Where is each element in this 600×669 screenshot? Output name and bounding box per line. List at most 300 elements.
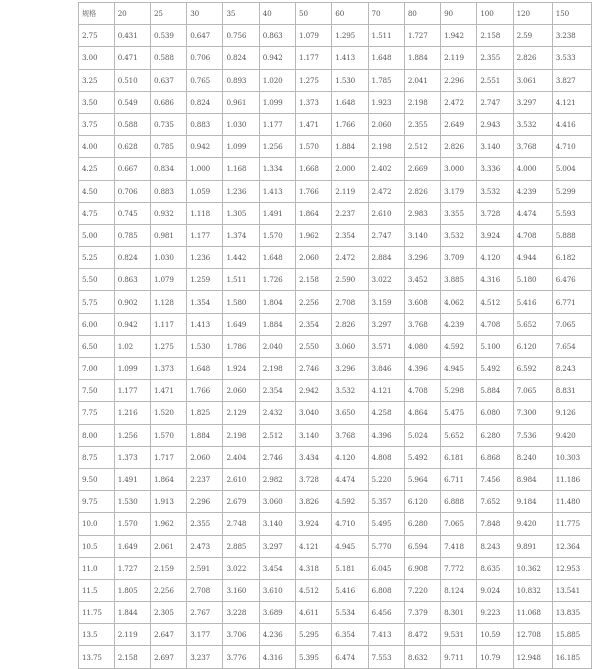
- table-cell: 10.59: [477, 624, 513, 646]
- table-row: [79, 180, 592, 202]
- table-cell: 0.745: [114, 202, 150, 224]
- table-cell: 3.140: [296, 424, 332, 446]
- table-cell: 8.984: [513, 468, 552, 490]
- table-cell: 3.228: [223, 602, 259, 624]
- table-cell: 2.119: [441, 47, 477, 69]
- table-row: [79, 247, 592, 269]
- table-cell: 6.711: [441, 468, 477, 490]
- table-cell: 0.588: [114, 113, 150, 135]
- table-cell: 2.061: [150, 535, 186, 557]
- table-cell: 2.826: [441, 136, 477, 158]
- table-cell: 4.121: [368, 380, 404, 402]
- table-cell: 4.708: [513, 224, 552, 246]
- table-cell: 2.237: [332, 202, 368, 224]
- table-cell: 2.884: [368, 247, 404, 269]
- row-label-cell: 10.5: [79, 535, 115, 557]
- table-cell: 2.826: [332, 313, 368, 335]
- table-cell: 2.826: [404, 180, 440, 202]
- table-cell: 9.024: [477, 579, 513, 601]
- table-cell: 1.570: [259, 224, 295, 246]
- table-cell: 0.981: [150, 224, 186, 246]
- table-cell: 8.831: [552, 380, 591, 402]
- table-cell: 2.472: [368, 180, 404, 202]
- table-cell: 6.476: [552, 269, 591, 291]
- table-row: [79, 291, 592, 313]
- table-cell: 7.413: [368, 624, 404, 646]
- table-cell: 2.708: [187, 579, 223, 601]
- table-cell: 6.456: [368, 602, 404, 624]
- table-cell: 1.884: [187, 424, 223, 446]
- table-row: [79, 380, 592, 402]
- table-cell: 3.237: [187, 646, 223, 668]
- table-cell: 9.420: [552, 424, 591, 446]
- table-cell: 3.336: [477, 158, 513, 180]
- table-cell: 4.474: [513, 202, 552, 224]
- table-cell: 1.177: [259, 113, 295, 135]
- table-cell: 2.746: [296, 358, 332, 380]
- table-cell: 3.532: [477, 180, 513, 202]
- table-cell: 3.768: [404, 313, 440, 335]
- table-cell: 2.610: [368, 202, 404, 224]
- table-cell: 1.373: [296, 91, 332, 113]
- table-cell: 0.902: [114, 291, 150, 313]
- table-row: [79, 446, 592, 468]
- table-cell: 8.301: [441, 602, 477, 624]
- table-cell: 1.570: [296, 136, 332, 158]
- table-cell: 4.121: [552, 91, 591, 113]
- table-cell: 1.530: [187, 335, 223, 357]
- table-cell: 6.120: [513, 335, 552, 357]
- table-cell: 2.158: [296, 269, 332, 291]
- table-cell: 4.318: [296, 557, 332, 579]
- table-cell: 6.592: [513, 358, 552, 380]
- table-cell: 2.512: [404, 136, 440, 158]
- table-cell: 1.128: [150, 291, 186, 313]
- table-cell: 4.236: [259, 624, 295, 646]
- table-cell: 16.185: [552, 646, 591, 668]
- table-cell: 1.413: [187, 313, 223, 335]
- table-cell: 1.520: [150, 402, 186, 424]
- table-cell: 1.884: [259, 313, 295, 335]
- table-cell: 1.884: [332, 136, 368, 158]
- table-cell: 1.648: [332, 91, 368, 113]
- table-cell: 4.239: [441, 313, 477, 335]
- table-cell: 1.216: [114, 402, 150, 424]
- table-cell: 1.648: [259, 247, 295, 269]
- table-cell: 3.296: [404, 247, 440, 269]
- table-cell: 7.065: [513, 380, 552, 402]
- table-cell: 0.756: [223, 25, 259, 47]
- header-cell: 120: [513, 3, 552, 25]
- table-cell: 3.179: [441, 180, 477, 202]
- table-cell: 11.480: [552, 491, 591, 513]
- table-cell: 0.735: [150, 113, 186, 135]
- table-cell: 1.374: [223, 224, 259, 246]
- table-cell: 3.452: [404, 269, 440, 291]
- row-label-cell: 13.5: [79, 624, 115, 646]
- table-cell: 3.022: [223, 557, 259, 579]
- table-cell: 1.177: [296, 47, 332, 69]
- table-cell: 3.060: [259, 491, 295, 513]
- table-cell: 1.334: [259, 158, 295, 180]
- table-cell: 0.883: [187, 113, 223, 135]
- table-row: [79, 579, 592, 601]
- table-cell: 0.471: [114, 47, 150, 69]
- table-cell: 3.454: [259, 557, 295, 579]
- row-label-cell: 10.0: [79, 513, 115, 535]
- table-cell: 2.590: [332, 269, 368, 291]
- table-cell: 7.553: [368, 646, 404, 668]
- table-cell: 3.608: [404, 291, 440, 313]
- table-cell: 2.256: [296, 291, 332, 313]
- table-cell: 7.848: [477, 513, 513, 535]
- table-cell: 1.020: [259, 69, 295, 91]
- table-cell: 2.296: [187, 491, 223, 513]
- table-cell: 1.177: [187, 224, 223, 246]
- table-cell: 1.099: [259, 91, 295, 113]
- table-cell: 5.004: [552, 158, 591, 180]
- table-cell: 3.532: [441, 224, 477, 246]
- table-cell: 1.844: [114, 602, 150, 624]
- table-cell: 0.667: [114, 158, 150, 180]
- table-cell: 5.395: [296, 646, 332, 668]
- table-cell: 2.983: [404, 202, 440, 224]
- table-cell: 2.512: [259, 424, 295, 446]
- header-cell: 90: [441, 3, 477, 25]
- header-cell: 25: [150, 3, 186, 25]
- table-cell: 2.472: [441, 91, 477, 113]
- table-cell: 8.632: [404, 646, 440, 668]
- table-cell: 2.746: [259, 446, 295, 468]
- header-cell: 30: [187, 3, 223, 25]
- table-cell: 2.041: [404, 69, 440, 91]
- table-cell: 0.883: [150, 180, 186, 202]
- header-cell: 150: [552, 3, 591, 25]
- row-label-cell: 4.75: [79, 202, 115, 224]
- table-cell: 1.275: [296, 69, 332, 91]
- table-cell: 5.888: [552, 224, 591, 246]
- table-cell: 1.491: [259, 202, 295, 224]
- table-cell: 1.649: [114, 535, 150, 557]
- table-cell: 2.679: [223, 491, 259, 513]
- table-cell: 7.379: [404, 602, 440, 624]
- row-label-cell: 7.50: [79, 380, 115, 402]
- table-cell: 1.923: [368, 91, 404, 113]
- table-row: [79, 358, 592, 380]
- table-body: [79, 25, 592, 668]
- table-row: [79, 424, 592, 446]
- table-cell: 2.159: [150, 557, 186, 579]
- table-cell: 10.832: [513, 579, 552, 601]
- table-row: [79, 402, 592, 424]
- table-cell: 7.065: [552, 313, 591, 335]
- table-cell: 2.591: [187, 557, 223, 579]
- table-cell: 2.982: [259, 468, 295, 490]
- table-cell: 0.431: [114, 25, 150, 47]
- table-cell: 2.473: [187, 535, 223, 557]
- table-row: [79, 224, 592, 246]
- table-cell: 2.129: [223, 402, 259, 424]
- table-cell: 1.236: [187, 247, 223, 269]
- table-cell: 0.863: [259, 25, 295, 47]
- spec-weight-table: [78, 2, 592, 669]
- table-cell: 1.413: [259, 180, 295, 202]
- table-cell: 3.728: [296, 468, 332, 490]
- row-label-cell: 2.75: [79, 25, 115, 47]
- table-row: [79, 47, 592, 69]
- table-cell: 3.776: [223, 646, 259, 668]
- table-cell: 5.534: [332, 602, 368, 624]
- table-cell: 3.689: [259, 602, 295, 624]
- table-cell: 4.708: [477, 313, 513, 335]
- table-cell: 1.570: [150, 424, 186, 446]
- table-cell: 6.120: [404, 491, 440, 513]
- row-label-cell: 13.75: [79, 646, 115, 668]
- table-cell: 0.824: [114, 247, 150, 269]
- table-row: [79, 491, 592, 513]
- table-cell: 1.727: [404, 25, 440, 47]
- table-cell: 3.140: [404, 224, 440, 246]
- table-cell: 1.942: [441, 25, 477, 47]
- table-cell: 4.710: [552, 136, 591, 158]
- row-label-cell: 6.50: [79, 335, 115, 357]
- table-cell: 1.570: [114, 513, 150, 535]
- table-cell: 2.551: [477, 69, 513, 91]
- table-cell: 0.510: [114, 69, 150, 91]
- table-cell: 9.531: [441, 624, 477, 646]
- table-cell: 5.593: [552, 202, 591, 224]
- table-cell: 2.305: [150, 602, 186, 624]
- table-cell: 1.511: [223, 269, 259, 291]
- table-cell: 1.354: [187, 291, 223, 313]
- table-cell: 3.159: [368, 291, 404, 313]
- table-cell: 1.259: [187, 269, 223, 291]
- table-cell: 0.785: [150, 136, 186, 158]
- table-cell: 2.355: [477, 47, 513, 69]
- table-cell: 1.766: [296, 180, 332, 202]
- table-cell: 8.243: [477, 535, 513, 557]
- table-cell: 1.648: [187, 358, 223, 380]
- table-cell: 6.280: [404, 513, 440, 535]
- table-cell: 4.416: [552, 113, 591, 135]
- table-row: [79, 25, 592, 47]
- table-cell: 5.416: [513, 291, 552, 313]
- table-cell: 12.364: [552, 535, 591, 557]
- table-cell: 3.355: [441, 202, 477, 224]
- table-cell: 2.669: [404, 158, 440, 180]
- table-cell: 0.539: [150, 25, 186, 47]
- table-cell: 6.868: [477, 446, 513, 468]
- table-cell: 3.238: [552, 25, 591, 47]
- row-label-cell: 7.75: [79, 402, 115, 424]
- table-row: [79, 535, 592, 557]
- table-cell: 5.770: [368, 535, 404, 557]
- table-cell: 3.160: [223, 579, 259, 601]
- table-cell: 4.120: [332, 446, 368, 468]
- row-label-cell: 3.75: [79, 113, 115, 135]
- table-cell: 0.942: [114, 313, 150, 335]
- table-cell: 7.300: [513, 402, 552, 424]
- table-cell: 2.767: [187, 602, 223, 624]
- table-cell: 3.706: [223, 624, 259, 646]
- table-cell: 2.355: [187, 513, 223, 535]
- table-cell: 2.198: [223, 424, 259, 446]
- table-cell: 5.495: [368, 513, 404, 535]
- table-row: [79, 335, 592, 357]
- table-row: [79, 624, 592, 646]
- table-cell: 8.124: [441, 579, 477, 601]
- table-cell: 4.121: [296, 535, 332, 557]
- table-cell: 3.532: [513, 113, 552, 135]
- table-cell: 5.295: [296, 624, 332, 646]
- table-cell: 2.119: [332, 180, 368, 202]
- row-label-cell: 4.25: [79, 158, 115, 180]
- table-cell: 10.362: [513, 557, 552, 579]
- table-cell: 2.649: [441, 113, 477, 135]
- table-cell: 2.158: [477, 25, 513, 47]
- table-cell: 15.885: [552, 624, 591, 646]
- table-cell: 12.948: [513, 646, 552, 668]
- table-cell: 8.240: [513, 446, 552, 468]
- row-label-cell: 5.50: [79, 269, 115, 291]
- table-cell: 2.354: [259, 380, 295, 402]
- table-cell: 9.223: [477, 602, 513, 624]
- table-cell: 7.652: [477, 491, 513, 513]
- table-cell: 4.000: [513, 158, 552, 180]
- table-cell: 1.442: [223, 247, 259, 269]
- table-cell: 1.727: [114, 557, 150, 579]
- table-cell: 4.592: [332, 491, 368, 513]
- table-cell: 2.404: [223, 446, 259, 468]
- table-cell: 3.709: [441, 247, 477, 269]
- table-cell: 3.140: [477, 136, 513, 158]
- table-cell: 0.588: [150, 47, 186, 69]
- table-cell: 4.396: [404, 358, 440, 380]
- table-cell: 9.891: [513, 535, 552, 557]
- table-cell: 6.080: [477, 402, 513, 424]
- table-cell: 7.654: [552, 335, 591, 357]
- table-cell: 1.117: [150, 313, 186, 335]
- table-cell: 2.697: [150, 646, 186, 668]
- header-cell: 100: [477, 3, 513, 25]
- table-cell: 5.652: [513, 313, 552, 335]
- table-cell: 2.647: [150, 624, 186, 646]
- row-label-cell: 8.00: [79, 424, 115, 446]
- table-cell: 8.243: [552, 358, 591, 380]
- table-cell: 2.060: [368, 113, 404, 135]
- table-row: [79, 602, 592, 624]
- header-cell: 35: [223, 3, 259, 25]
- table-cell: 1.373: [114, 446, 150, 468]
- table-cell: 13.541: [552, 579, 591, 601]
- table-cell: 9.184: [513, 491, 552, 513]
- table-cell: 2.402: [368, 158, 404, 180]
- table-cell: 5.884: [477, 380, 513, 402]
- table-cell: 1.864: [296, 202, 332, 224]
- table-cell: 1.786: [223, 335, 259, 357]
- table-cell: 8.635: [477, 557, 513, 579]
- table-cell: 1.099: [114, 358, 150, 380]
- table-cell: 1.530: [114, 491, 150, 513]
- table-cell: 1.805: [114, 579, 150, 601]
- table-cell: 1.118: [187, 202, 223, 224]
- table-cell: 1.717: [150, 446, 186, 468]
- table-cell: 5.652: [441, 424, 477, 446]
- table-cell: 7.065: [441, 513, 477, 535]
- table-cell: 5.024: [404, 424, 440, 446]
- table-cell: 0.932: [150, 202, 186, 224]
- row-label-cell: 3.00: [79, 47, 115, 69]
- row-label-cell: 8.75: [79, 446, 115, 468]
- table-cell: 11.775: [552, 513, 591, 535]
- table-cell: 5.492: [477, 358, 513, 380]
- table-cell: 3.000: [441, 158, 477, 180]
- header-cell: 20: [114, 3, 150, 25]
- header-cell: 40: [259, 3, 295, 25]
- table-cell: 6.182: [552, 247, 591, 269]
- table-cell: 1.491: [114, 468, 150, 490]
- table-cell: 1.373: [150, 358, 186, 380]
- table-cell: 4.864: [404, 402, 440, 424]
- table-cell: 1.864: [150, 468, 186, 490]
- table-cell: 2.942: [296, 380, 332, 402]
- table-cell: 1.02: [114, 335, 150, 357]
- table-cell: 3.060: [332, 335, 368, 357]
- table-cell: 4.316: [477, 269, 513, 291]
- table-cell: 2.747: [477, 91, 513, 113]
- table-cell: 2.355: [404, 113, 440, 135]
- table-cell: 13.835: [552, 602, 591, 624]
- row-label-cell: 4.50: [79, 180, 115, 202]
- table-cell: 3.827: [552, 69, 591, 91]
- table-cell: 0.961: [223, 91, 259, 113]
- table-cell: 2.040: [259, 335, 295, 357]
- table-row: [79, 313, 592, 335]
- table-cell: 2.158: [114, 646, 150, 668]
- table-cell: 1.099: [223, 136, 259, 158]
- table-cell: 1.079: [296, 25, 332, 47]
- table-cell: 0.834: [150, 158, 186, 180]
- row-label-cell: 9.75: [79, 491, 115, 513]
- table-cell: 1.413: [332, 47, 368, 69]
- table-cell: 2.060: [296, 247, 332, 269]
- table-cell: 0.549: [114, 91, 150, 113]
- row-label-cell: 7.00: [79, 358, 115, 380]
- table-cell: 1.962: [150, 513, 186, 535]
- table-cell: 3.924: [296, 513, 332, 535]
- table-cell: 6.280: [477, 424, 513, 446]
- table-cell: 1.726: [259, 269, 295, 291]
- table-cell: 2.296: [441, 69, 477, 91]
- table-cell: 2.748: [223, 513, 259, 535]
- table-cell: 1.177: [114, 380, 150, 402]
- table-cell: 5.492: [404, 446, 440, 468]
- table-cell: 5.475: [441, 402, 477, 424]
- header-cell: 规格: [79, 3, 115, 25]
- table-row: [79, 646, 592, 668]
- table-cell: 2.237: [187, 468, 223, 490]
- table-cell: 1.275: [150, 335, 186, 357]
- table-cell: 2.747: [368, 224, 404, 246]
- table-row: [79, 202, 592, 224]
- table-cell: 3.297: [259, 535, 295, 557]
- table-cell: 4.945: [332, 535, 368, 557]
- table-row: [79, 136, 592, 158]
- table-cell: 1.079: [150, 269, 186, 291]
- table-cell: 0.637: [150, 69, 186, 91]
- table-cell: 1.059: [187, 180, 223, 202]
- table-cell: 3.061: [513, 69, 552, 91]
